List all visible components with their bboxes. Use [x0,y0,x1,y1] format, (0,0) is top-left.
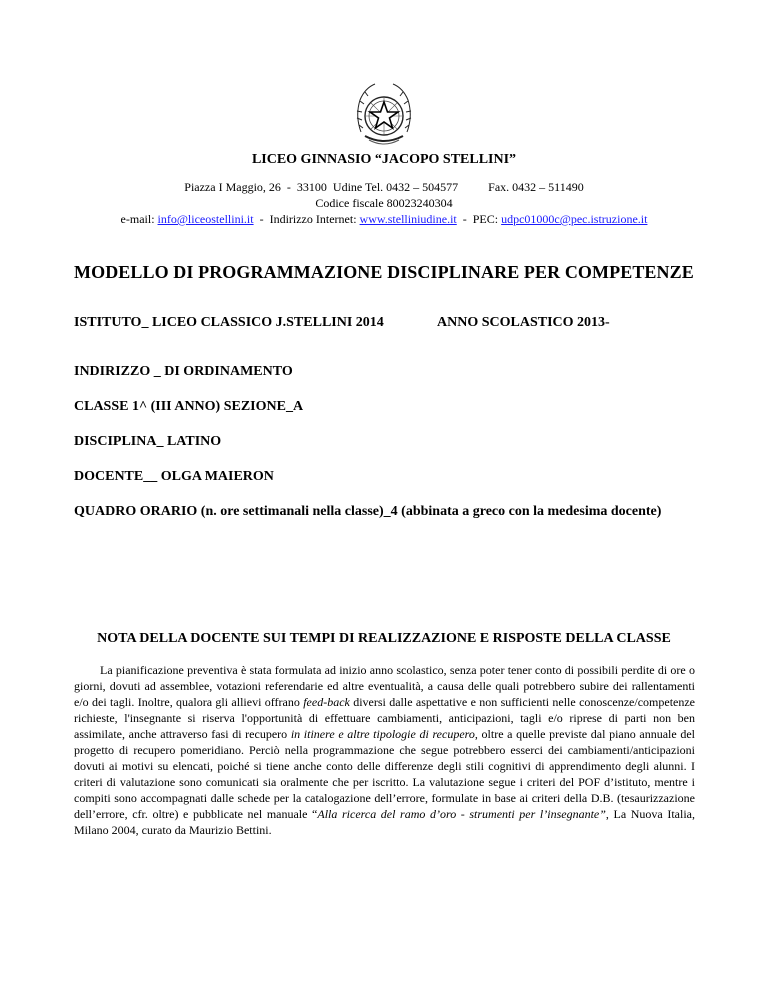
note-text-4: , La Nuova Italia, Milano 2004, curato da Maurizio Bettini. [74,807,695,837]
note-text-3: , oltre a quelle previste dal piano annuale del progetto di recupero pomeridiano. Perciò nella programmazione che segue potrebbero esserci dei cambiamenti/anticipazioni dovuti ai motivi su elencati, poiché si tiene anche conto delle differenze degli stili cognitivi di apprendimento degli alunni. I criteri di valutazione sono comunicati sia oralmente che per iscritto. La valutazione segue i criteri del POF d’istituto, mentre i compiti sono accompagnati dalle schede per la catalogazione dell’errore, formulate in base ai criteri della D.B. (tesaurizzazione dell’errore, cfr. oltre) e pubblicate nel manuale “ [74,727,696,821]
field-docente: DOCENTE__ OLGA MAIERON [74,469,274,484]
note-in-itinere: in itinere e altre tipologie di recupero [290,727,475,741]
note-title: NOTA DELLA DOCENTE SUI TEMPI DI REALIZZAZIONE E RISPOSTE DELLA CLASSE [97,631,671,646]
note-book-title: Alla ricerca del ramo d’oro - strumenti per l’insegnante” [317,807,606,821]
field-anno-scolastico: ANNO SCOLASTICO 2013- [437,315,610,330]
note-feedback: feed-back [303,695,350,709]
email-label: e-mail: [120,212,158,226]
pec-link[interactable]: udpc01000c@pec.istruzione.it [501,212,648,226]
contact-line [0,212,768,227]
page-title: MODELLO DI PROGRAMMAZIONE DISCIPLINARE PER COMPETENZE [74,262,694,282]
note-text-2: diversi dalle aspettative e non sufficienti nelle conoscenze/competenze richieste, l'insegnante si riserva l'opportunità di effettuare cambiamenti, anticipazioni, tagli e/o riprese di parti non ben assimilate, anche attraverso fasi di recupero [74,695,695,741]
school-name: LICEO GINNASIO “JACOPO STELLINI” [251,152,517,167]
website-link[interactable]: www.stelliniudine.it [359,212,457,226]
field-classe: CLASSE 1^ (III ANNO) SEZIONE_A [74,399,304,414]
note-text-1: La pianificazione preventiva è stata formulata ad inizio anno scolastico, senza poter tener conto di possibili perdite di ore o giorni, dovuti ad assemblee, votazioni referendarie ed altre eventualità, a causa delle quali potrebbero subire dei rallentamenti e/o dei tagli. Inoltre, qualora gli allievi offrano [74,663,695,709]
website-label: - Indirizzo Internet: [253,212,360,226]
field-quadro-orario: QUADRO ORARIO (n. ore settimanali nella classe)_4 (abbinata a greco con la medesima docente) [74,504,662,519]
italian-republic-emblem-icon [351,80,417,150]
pec-label: - PEC: [456,212,502,226]
field-disciplina: DISCIPLINA_ LATINO [74,434,222,449]
field-indirizzo: INDIRIZZO _ DI ORDINAMENTO [74,364,293,379]
email-link[interactable]: info@liceostellini.it [157,212,254,226]
fiscal-code: Codice fiscale 80023240304 [315,196,453,210]
note-paragraph [74,662,695,838]
field-istituto: ISTITUTO_ LICEO CLASSICO J.STELLINI 2014 [74,315,384,330]
school-address: Piazza I Maggio, 26 - 33100 Udine Tel. 0432 – 504577 Fax. 0432 – 511490 [184,180,584,194]
